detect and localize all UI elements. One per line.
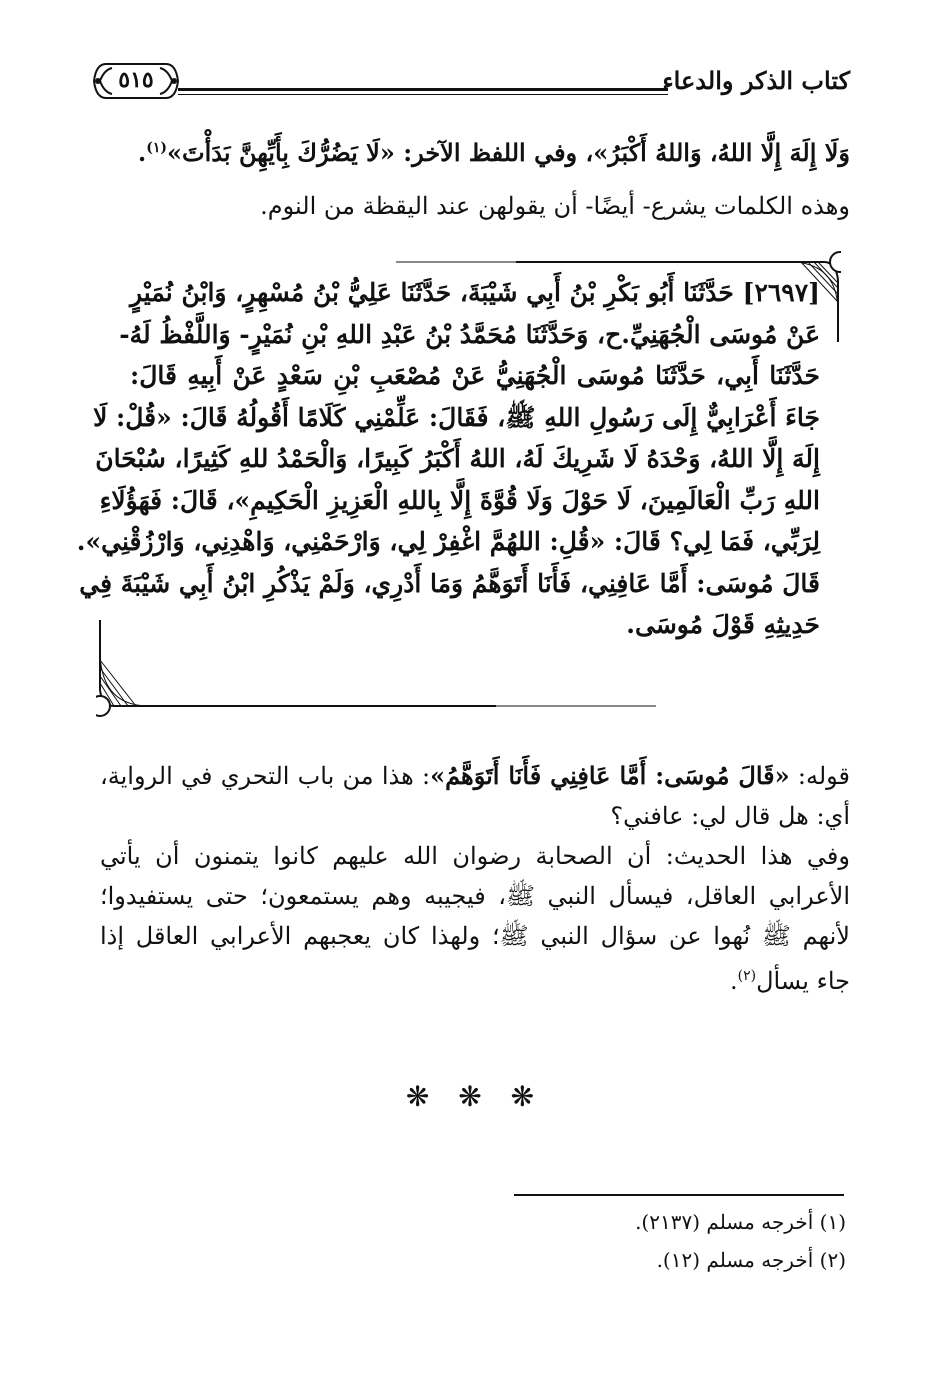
commentary-quote: «قَالَ مُوسَى: أَمَّا عَافِنِي فَأَنَا أَتَوَهَّمُ» [430,761,790,790]
header-rule [178,88,668,95]
commentary-lead: قوله: [789,762,851,790]
commentary-last-end: . [729,967,738,995]
hadith-line: لِرَبِّي، فَمَا لِي؟ قَالَ: «قُلِ: اللهُمَّ اغْفِرْ لِي، وَارْحَمْنِي، وَاهْدِنِي، وَارْزُقْنِي». [76,527,820,556]
commentary-rest: : هذا من باب التحري في الرواية، [100,762,431,790]
hadith-line: جَاءَ أَعْرَابِيٌّ إِلَى رَسُولِ اللهِ ﷺ، فَقَالَ: عَلِّمْنِي كَلَامًا أَقُولُهُ قَالَ: «قُلْ: لَا [93,402,820,432]
hadith-line: عَنْ مُوسَى الْجُهَنِيِّ.ح، وَحَدَّثَنَا مُحَمَّدُ بْنُ عَبْدِ اللهِ بْنِ نُمَيْرٍ- وَاللَّفْظُ لَهُ- [119,319,820,349]
hadith-line: حَدِيثِهِ قَوْلَ مُوسَى. [626,610,820,639]
hadith-text [76,272,820,646]
footnote-ref-1: (١) [146,140,168,156]
intro-line-1 [105,128,850,173]
commentary-para-line: وفي هذا الحديث: أن الصحابة رضوان الله عليهم كانوا يتمنون أن يأتي [100,842,850,870]
hadith-line: حَدَّثَنَا أَبِي، حَدَّثَنَا مُوسَى الْجُهَنِيُّ عَنْ مُصْعَبِ بْنِ سَعْدٍ عَنْ أَبِيهِ قَالَ: [130,361,820,390]
commentary-last-line [100,956,850,1001]
footnote-2: (٢) أخرجه مسلم (١٢). [656,1248,846,1272]
intro-text-1: وَلَا إِلَهَ إِلَّا اللهُ، وَاللهُ أَكْبَرُ»، وفي اللفظ الآخر: «لَا يَضُرُّكَ بِأَيِّهِنَّ بَدَأْتَ» [167,138,850,167]
commentary-para-line: لأنهم ﷺ نُهوا عن سؤال النبي ﷺ؛ ولهذا كان يعجبهم الأعرابي العاقل إذا [100,922,850,950]
intro-line-2: وهذه الكلمات يشرع- أيضًا- أن يقولهن عند اليقظة من النوم. [260,192,850,220]
commentary-line-1 [100,756,850,796]
hadith-line: قَالَ مُوسَى: أَمَّا عَافِنِي، فَأَنَا أَتَوَهَّمُ وَمَا أَدْرِي، وَلَمْ يَذْكُرِ ابْنُ أَبِي شَيْبَةَ فِي [79,568,820,598]
page-number: ٥١٥ [118,67,154,93]
commentary [100,756,850,1001]
commentary-para-line: الأعرابي العاقل، فيسأل النبي ﷺ، فيجيبه وهم يستمعون؛ حتى يستفيدوا؛ [100,882,850,910]
footnote-ref-2: (٢) [737,968,757,984]
hadith-line: [٢٦٩٧] حَدَّثَنَا أَبُو بَكْرِ بْنُ أَبِي شَيْبَةَ، حَدَّثَنَا عَلِيُّ بْنُ مُسْهِرٍ، وَابْنُ نُمَيْرٍ [130,278,820,307]
footnote-1: (١) أخرجه مسلم (٢١٣٧). [635,1210,846,1234]
page-number-frame [92,60,180,102]
footnote-rule [514,1194,844,1196]
commentary-line-2: أي: هل قال لي: عافني؟ [610,802,850,830]
running-title: كتاب الذكر والدعاء [662,66,850,95]
intro-text-1-end: . [137,138,147,167]
section-ornament: ❋ ❋ ❋ [405,1080,545,1113]
commentary-last-text: جاء يسأل [756,967,850,995]
hadith-line: اللهِ رَبِّ الْعَالَمِينَ، لَا حَوْلَ وَلَا قُوَّةَ إِلَّا بِاللهِ الْعَزِيزِ الْحَكِيمِ»، قَالَ: فَهَؤُلَاءِ [99,485,820,515]
hadith-line: إِلَهَ إِلَّا اللهُ، وَحْدَهُ لَا شَرِيكَ لَهُ، اللهُ أَكْبَرُ كَبِيرًا، وَالْحَمْدُ للهِ كَثِيرًا، سُبْحَانَ [95,444,820,473]
